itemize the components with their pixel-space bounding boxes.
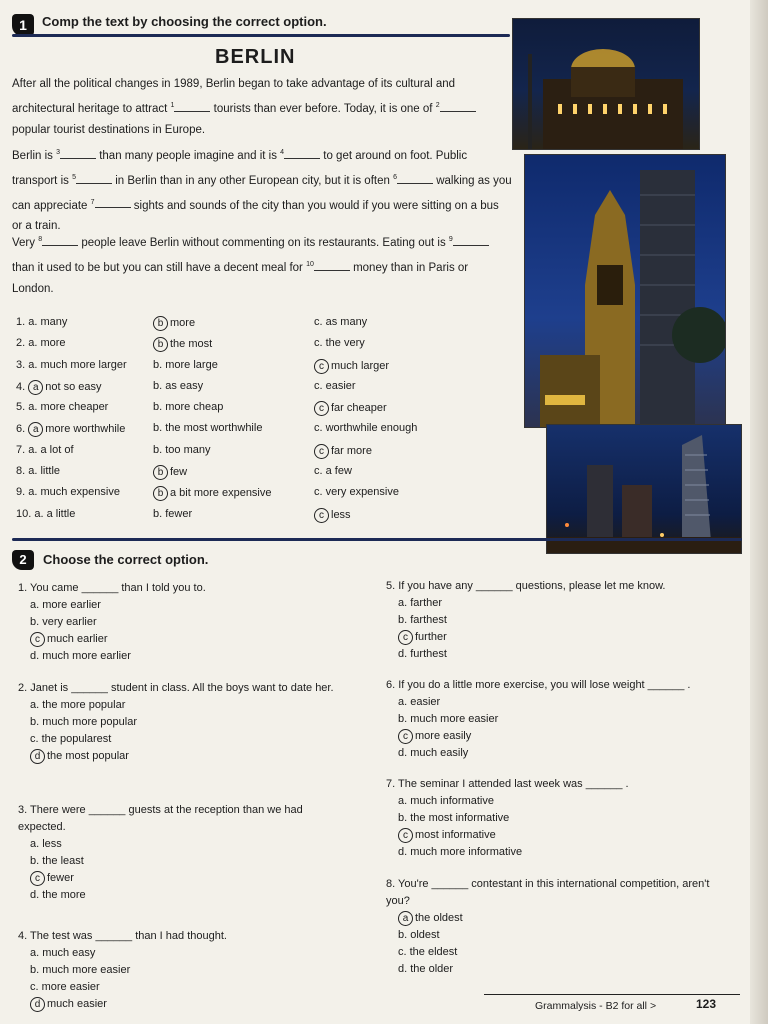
answer-text: d. much easily xyxy=(398,747,469,759)
option-b[interactable] xyxy=(153,380,203,392)
answer-option[interactable] xyxy=(18,748,348,765)
section-divider xyxy=(12,538,742,541)
circled-answer-icon: d xyxy=(30,997,45,1012)
option-number: 9. xyxy=(16,486,26,499)
answer-option[interactable] xyxy=(386,728,716,745)
circled-answer-icon: a xyxy=(398,911,413,926)
text-run: money than in Paris or London. xyxy=(12,261,469,295)
option-text: more worthwhile xyxy=(45,423,126,436)
circled-answer-icon: c xyxy=(398,729,413,744)
option-row xyxy=(16,335,496,356)
option-c[interactable] xyxy=(314,316,367,328)
answer-option[interactable] xyxy=(18,731,348,748)
option-number: 3. xyxy=(16,358,26,371)
option-number: 4. xyxy=(16,380,26,393)
answer-text: much easier xyxy=(47,998,107,1010)
text-run: sights and sounds of the city than you would if you were sitting on a bus or a train. xyxy=(12,199,499,233)
answer-text: d. much more informative xyxy=(398,846,523,858)
passage-paragraph-2 xyxy=(12,142,512,237)
answer-option[interactable] xyxy=(18,714,348,731)
answer-option[interactable] xyxy=(386,910,716,927)
answer-text: a. farther xyxy=(398,597,443,609)
answer-text: a. less xyxy=(30,838,62,850)
question-stem: 6. If you do a little more exercise, you will lose weight ______ . xyxy=(386,679,691,691)
option-text: much larger xyxy=(331,359,390,372)
gap-number: 7 xyxy=(90,198,95,206)
answer-text: c. the eldest xyxy=(398,946,458,958)
answer-option[interactable] xyxy=(18,945,348,962)
answer-text: d. the older xyxy=(398,963,454,975)
question-2 xyxy=(18,680,348,765)
option-text: far more xyxy=(331,444,372,457)
answer-text: b. farthest xyxy=(398,614,447,626)
option-number: 1. xyxy=(16,316,26,328)
exercise-instruction: Comp the text by choosing the correct option. xyxy=(42,14,327,29)
passage-paragraph-3 xyxy=(12,229,512,300)
option-number: 10. xyxy=(16,507,32,520)
answer-text: b. oldest xyxy=(398,929,440,941)
gap-blank[interactable] xyxy=(453,235,489,246)
exercise-number-badge: 2 xyxy=(12,550,34,570)
option-text: c. very expensive xyxy=(314,486,399,499)
circled-answer-icon: c xyxy=(314,444,329,459)
circled-answer-icon: b xyxy=(153,316,168,331)
option-text: more xyxy=(170,317,196,329)
text-run: than many people imagine and it is xyxy=(99,149,277,162)
answer-option[interactable] xyxy=(386,961,716,978)
option-a[interactable] xyxy=(16,337,66,349)
answer-text: a. easier xyxy=(398,696,441,708)
text-run: tourists than ever before. Today, it is one of xyxy=(213,102,433,115)
answer-option[interactable] xyxy=(18,870,348,887)
answer-option[interactable] xyxy=(18,836,348,853)
answer-option[interactable] xyxy=(386,844,716,861)
option-text: a. much more larger xyxy=(28,358,127,371)
option-row xyxy=(16,506,496,527)
text-run: After all the political changes in 1989, Berlin began to take advantage of its cultural and architectural heritage to attract xyxy=(12,78,456,115)
answer-text: b. very earlier xyxy=(30,616,97,628)
answer-option[interactable] xyxy=(386,927,716,944)
option-a[interactable] xyxy=(16,422,125,437)
option-text: a. more cheaper xyxy=(28,401,109,414)
answer-text: a. the more popular xyxy=(30,699,126,711)
circled-answer-icon: c xyxy=(30,632,45,647)
passage-title: BERLIN xyxy=(215,46,296,68)
gap-number: 6 xyxy=(393,173,397,181)
book-title: Grammalysis - B2 for all xyxy=(535,1000,648,1012)
answer-option[interactable] xyxy=(386,595,716,612)
answer-text: further xyxy=(415,631,447,643)
option-text: c. easier xyxy=(314,379,356,392)
option-number: 7. xyxy=(16,443,26,456)
option-row xyxy=(16,357,496,378)
answer-text: much earlier xyxy=(47,633,108,645)
gap-number: 3 xyxy=(56,149,61,156)
option-text: c. a few xyxy=(314,465,352,478)
option-number: 8. xyxy=(16,465,26,478)
photo-berlin-night-building xyxy=(512,18,700,150)
section-divider xyxy=(12,34,510,37)
question-6 xyxy=(386,677,716,762)
circled-answer-icon: a xyxy=(28,380,43,395)
answer-option[interactable] xyxy=(18,614,348,631)
option-text: a. a lot of xyxy=(28,443,74,456)
option-text: far cheaper xyxy=(331,402,387,415)
circled-answer-icon: a xyxy=(28,422,43,437)
gap-blank[interactable] xyxy=(76,173,112,184)
option-text: a. more xyxy=(28,337,66,350)
photo-berlin-skyline xyxy=(546,424,742,554)
exercise-number-badge: 1 xyxy=(12,14,34,36)
gap-blank[interactable] xyxy=(314,260,350,271)
option-a[interactable] xyxy=(16,465,60,477)
answer-option[interactable] xyxy=(386,694,716,711)
option-a[interactable] xyxy=(16,508,75,520)
answer-text: b. much more easier xyxy=(30,964,131,976)
option-text: c. as many xyxy=(314,316,368,328)
option-a[interactable] xyxy=(16,316,67,328)
answer-text: most informative xyxy=(415,829,496,841)
gap-blank[interactable] xyxy=(284,148,320,159)
option-b[interactable] xyxy=(153,359,218,371)
answer-option[interactable] xyxy=(18,697,348,714)
option-text: b. the most worthwhile xyxy=(153,422,263,435)
answer-text: more easily xyxy=(415,730,472,742)
option-row xyxy=(16,314,496,335)
photo-berlin-church-tower xyxy=(524,154,726,428)
question-8 xyxy=(386,876,716,978)
question-stem: 5. If you have any ______ questions, please let me know. xyxy=(386,580,666,592)
option-row xyxy=(16,420,496,441)
answer-text: d. much more earlier xyxy=(30,650,131,662)
page-number: 123 xyxy=(696,997,717,1011)
answer-option[interactable] xyxy=(386,793,716,810)
gap-blank[interactable] xyxy=(397,173,433,184)
answer-option[interactable] xyxy=(18,962,348,979)
option-b[interactable] xyxy=(153,465,187,480)
answer-option[interactable] xyxy=(386,629,716,646)
option-number: 6. xyxy=(16,423,26,436)
question-5 xyxy=(386,578,716,663)
option-text: b. more large xyxy=(153,358,218,371)
question-stem: 2. Janet is ______ student in class. All the boys want to date her. xyxy=(18,682,334,694)
text-run: Very xyxy=(12,236,36,249)
option-a[interactable] xyxy=(16,380,102,395)
option-row xyxy=(16,442,496,463)
exercise-1-options xyxy=(16,314,496,527)
question-stem: 8. You're ______ contestant in this international competition, aren't you? xyxy=(386,878,710,907)
circled-answer-icon: c xyxy=(30,871,45,886)
answer-text: a. much informative xyxy=(398,795,494,807)
gap-number: 5 xyxy=(72,173,76,181)
option-b[interactable] xyxy=(153,316,195,331)
option-b[interactable] xyxy=(153,486,272,501)
answer-option[interactable] xyxy=(18,887,348,904)
question-7 xyxy=(386,776,716,861)
option-c[interactable] xyxy=(314,508,351,523)
option-c[interactable] xyxy=(314,337,365,349)
answer-option[interactable] xyxy=(18,648,348,665)
circled-answer-icon: b xyxy=(153,486,168,501)
text-run: people leave Berlin without commenting on its restaurants. Eating out is xyxy=(81,236,446,249)
answer-option[interactable] xyxy=(386,810,716,827)
gap-number: 4 xyxy=(280,149,285,156)
option-c[interactable] xyxy=(314,465,352,477)
text-run: Berlin is xyxy=(12,149,53,162)
option-a[interactable] xyxy=(16,401,108,413)
answer-option[interactable] xyxy=(386,646,716,663)
answer-text: b. much more popular xyxy=(30,716,137,728)
option-a[interactable] xyxy=(16,486,120,498)
answer-text: fewer xyxy=(47,872,74,884)
answer-text: a. much easy xyxy=(30,947,96,959)
gap-blank[interactable] xyxy=(42,235,78,246)
question-stem: 3. There were ______ guests at the reception than we had expected. xyxy=(18,804,303,833)
circled-answer-icon: c xyxy=(314,401,329,416)
gap-blank[interactable] xyxy=(60,148,96,159)
page-edge-shadow xyxy=(750,0,768,1024)
question-stem: 7. The seminar I attended last week was ______ . xyxy=(386,778,629,790)
gap-number: 8 xyxy=(38,236,43,243)
page-arrow-icon: > xyxy=(649,1000,657,1012)
option-text: a. a little xyxy=(34,507,76,520)
option-row xyxy=(16,378,496,399)
circled-answer-icon: d xyxy=(30,749,45,764)
option-text: c. worthwhile enough xyxy=(314,422,418,435)
question-4 xyxy=(18,928,348,1013)
question-stem: 1. You came ______ than I told you to. xyxy=(18,582,206,594)
text-run: than it used to be but you can still have a decent meal for xyxy=(12,261,303,274)
answer-text: b. the most informative xyxy=(398,812,510,824)
option-number: 2. xyxy=(16,337,26,350)
text-run: to get around on foot. Public transport is xyxy=(12,149,468,187)
option-c[interactable] xyxy=(314,444,372,459)
option-c[interactable] xyxy=(314,380,356,392)
answer-option[interactable] xyxy=(18,979,348,996)
gap-number: 9 xyxy=(448,236,453,243)
option-text: the most xyxy=(170,338,213,351)
gap-blank[interactable] xyxy=(174,101,210,112)
circled-answer-icon: c xyxy=(398,828,413,843)
circled-answer-icon: c xyxy=(314,359,329,374)
question-3 xyxy=(18,802,348,904)
gap-number: 1 xyxy=(170,102,175,109)
question-1 xyxy=(18,580,348,665)
gap-blank[interactable] xyxy=(95,197,131,208)
option-text: b. more cheap xyxy=(153,401,224,414)
option-row xyxy=(16,399,496,420)
text-run: in Berlin than in any other European city, but it is often xyxy=(115,174,390,187)
option-b[interactable] xyxy=(153,444,210,456)
option-text: a bit more expensive xyxy=(170,487,272,500)
answer-text: c. the popularest xyxy=(30,733,112,745)
option-text: not so easy xyxy=(45,380,102,393)
option-number: 5. xyxy=(16,401,26,414)
option-text: b. too many xyxy=(153,443,211,456)
option-c[interactable] xyxy=(314,401,387,416)
answer-text: b. much more easier xyxy=(398,713,499,725)
option-text: a. little xyxy=(28,465,61,478)
option-c[interactable] xyxy=(314,359,389,374)
answer-option[interactable] xyxy=(386,944,716,961)
answer-text: d. the more xyxy=(30,889,86,901)
exercise-instruction: Choose the correct option. xyxy=(43,552,209,567)
answer-text: the most popular xyxy=(47,750,129,762)
answer-text: c. more easier xyxy=(30,981,100,993)
option-text: few xyxy=(170,466,188,479)
answer-option[interactable] xyxy=(386,612,716,629)
option-b[interactable] xyxy=(153,401,223,413)
option-text: less xyxy=(331,508,351,521)
passage-paragraph-1 xyxy=(12,74,512,141)
answer-text: a. more earlier xyxy=(30,599,101,611)
text-run: walking as you can appreciate xyxy=(12,174,512,212)
option-text: b. fewer xyxy=(153,507,193,520)
text-run: popular tourist destinations in Europe. xyxy=(12,123,206,136)
option-row xyxy=(16,484,496,505)
option-a[interactable] xyxy=(16,444,74,456)
footer-book-title xyxy=(535,1000,656,1012)
answer-text: b. the least xyxy=(30,855,84,867)
circled-answer-icon: c xyxy=(314,508,329,523)
option-text: a. much expensive xyxy=(28,486,120,499)
answer-text: the oldest xyxy=(415,912,463,924)
option-text: b. as easy xyxy=(153,379,204,392)
option-b[interactable] xyxy=(153,508,192,520)
question-stem: 4. The test was ______ than I had thought. xyxy=(18,930,227,942)
option-text: a. many xyxy=(28,316,68,328)
circled-answer-icon: c xyxy=(398,630,413,645)
option-text: c. the very xyxy=(314,337,365,350)
footer-rule xyxy=(484,994,740,995)
answer-option[interactable] xyxy=(386,711,716,728)
answer-option[interactable] xyxy=(386,827,716,844)
answer-option[interactable] xyxy=(18,996,348,1013)
option-c[interactable] xyxy=(314,422,417,434)
option-b[interactable] xyxy=(153,337,212,352)
circled-answer-icon: b xyxy=(153,337,168,352)
answer-option[interactable] xyxy=(18,631,348,648)
answer-option[interactable] xyxy=(18,853,348,870)
gap-number: 10 xyxy=(306,260,314,268)
circled-answer-icon: b xyxy=(153,465,168,480)
option-a[interactable] xyxy=(16,359,127,371)
answer-text: d. furthest xyxy=(398,648,447,660)
gap-blank[interactable] xyxy=(440,101,476,112)
answer-option[interactable] xyxy=(18,597,348,614)
option-b[interactable] xyxy=(153,422,262,434)
option-row xyxy=(16,463,496,484)
option-c[interactable] xyxy=(314,486,399,498)
gap-number: 2 xyxy=(435,102,440,109)
answer-option[interactable] xyxy=(386,745,716,762)
